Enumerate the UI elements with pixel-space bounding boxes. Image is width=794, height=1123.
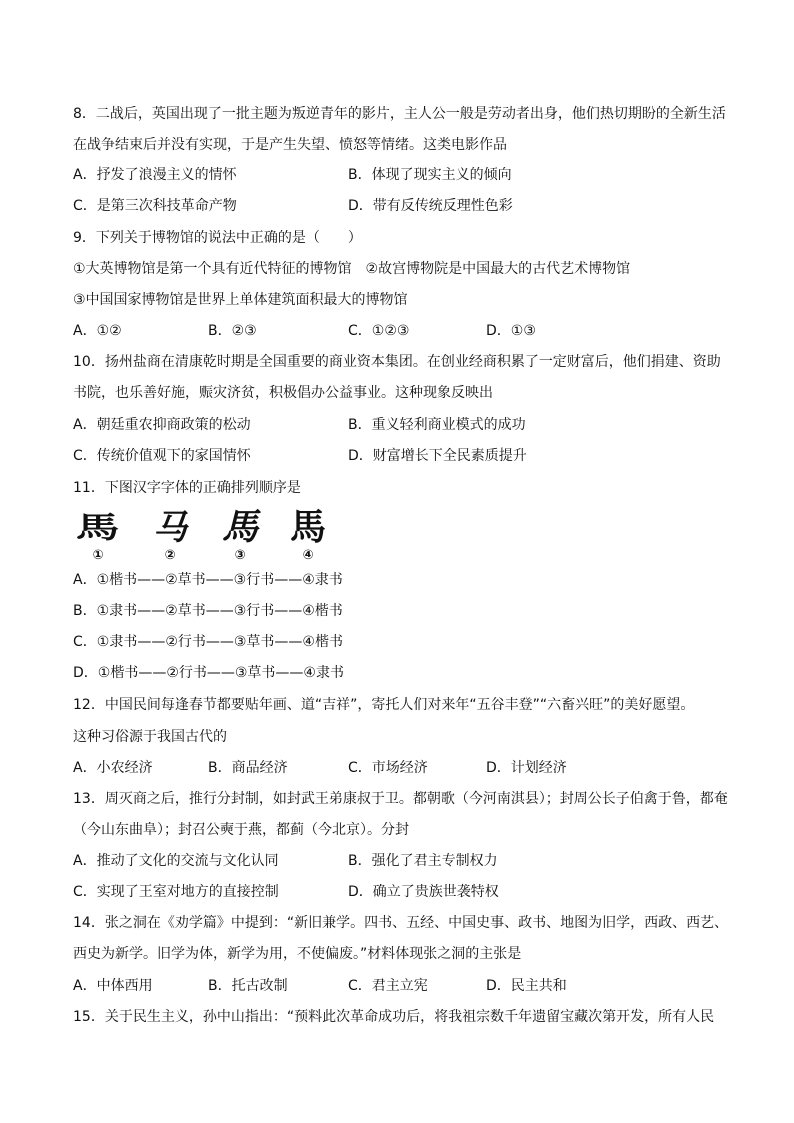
q10-option-d: D．财富增长下全民素质提升	[348, 448, 527, 464]
q11-option-d: D．①楷书——②行书——③草书——④隶书	[73, 665, 344, 681]
q12-option-d: D．计划经济	[486, 760, 567, 776]
q8-option-d: D．带有反传统反理性色彩	[348, 198, 513, 214]
q13-option-d: D．确立了贵族世袭特权	[348, 884, 499, 900]
q9-statement-3: ③中国国家博物馆是世界上单体建筑面积最大的博物馆	[73, 292, 408, 308]
q12-option-a: A．小农经济	[73, 760, 153, 776]
q12-stem-line1: 12．中国民间每逢春节都要贴年画、道“吉祥”，寄托人们对来年“五谷丰登”“六畜兴旺”的美好愿望。	[73, 697, 695, 713]
q13-option-b: B．强化了君主专制权力	[348, 853, 498, 869]
q8-option-b: B．体现了现实主义的倾向	[348, 167, 512, 183]
q14-stem-line2: 西史为新学。旧学为体，新学为用，不使偏废。”材料体现张之洞的主张是	[73, 946, 522, 962]
q9-option-c: C．①②③	[348, 323, 410, 339]
q8-stem-line2: 在战争结束后并没有实现，于是产生失望、愤怒等情绪。这类电影作品	[73, 137, 507, 153]
q10-option-c: C．传统价值观下的家国情怀	[73, 448, 251, 464]
figure-label-1: ①	[92, 548, 104, 563]
figure-glyph-1: 馬	[75, 509, 120, 545]
q11-option-b: B．①隶书——②草书——③行书——④楷书	[73, 603, 343, 619]
q12-option-b: B．商品经济	[208, 760, 288, 776]
q15-stem-line1: 15．关于民生主义，孙中山指出：“预料此次革命成功后，将我祖宗数千年遗留宝藏次第开发，所有人民	[73, 1009, 715, 1025]
figure-glyph-3: 馬	[221, 506, 259, 548]
q9-stem: 9．下列关于博物馆的说法中正确的是（ ）	[73, 230, 362, 246]
calligraphy-figure	[70, 503, 334, 563]
q9-option-d: D．①③	[486, 323, 536, 339]
q11-option-c: C．①隶书——②行书——③草书——④楷书	[73, 634, 343, 650]
q11-stem: 11．下图汉字字体的正确排列顺序是	[73, 480, 301, 496]
q10-stem-line2: 书院，也乐善好施，赈灾济贫，积极倡办公益事业。这种现象反映出	[73, 385, 493, 401]
q11-option-a: A．①楷书——②草书——③行书——④隶书	[73, 572, 343, 588]
q9-option-a: A．①②	[73, 323, 122, 339]
q13-stem-line1: 13．周灭商之后，推行分封制，如封武王弟康叔于卫。都朝歌（今河南淇县）；封周公长子伯禽于鲁，都奄	[73, 791, 728, 807]
q14-option-c: C．君主立宪	[348, 978, 428, 994]
q13-option-a: A．推动了文化的交流与文化认同	[73, 853, 279, 869]
q9-statement-1-2: ①大英博物馆是第一个具有近代特征的博物馆 ②故宫博物院是中国最大的古代艺术博物馆	[73, 261, 631, 277]
q10-option-b: B．重义轻利商业模式的成功	[348, 417, 526, 433]
q8-stem-line1: 8．二战后，英国出现了一批主题为叛逆青年的影片，主人公一般是劳动者出身，他们热切期盼的全新生活	[73, 106, 726, 122]
q8-option-c: C．是第三次科技革命产物	[73, 198, 237, 214]
q8-option-a: A．抒发了浪漫主义的情怀	[73, 167, 237, 183]
figure-label-2: ②	[164, 548, 176, 563]
figure-glyph-4: 馬	[289, 506, 327, 548]
q14-option-a: A．中体西用	[73, 978, 153, 994]
q14-option-d: D．民主共和	[486, 978, 567, 994]
q13-stem-line2: （今山东曲阜）；封召公奭于燕，都蓟（今北京）。分封	[73, 822, 409, 838]
q10-stem-line1: 10．扬州盐商在清康乾时期是全国重要的商业资本集团。在创业经商积累了一定财富后，他们捐建、资助	[73, 354, 721, 370]
q14-option-b: B．托古改制	[208, 978, 288, 994]
q10-option-a: A．朝廷重农抑商政策的松动	[73, 417, 251, 433]
q12-option-c: C．市场经济	[348, 760, 428, 776]
q13-option-c: C．实现了王室对地方的直接控制	[73, 884, 279, 900]
q12-stem-line2: 这种习俗源于我国古代的	[73, 729, 227, 745]
figure-label-4: ④	[302, 548, 314, 563]
q14-stem-line1: 14．张之洞在《劝学篇》中提到：“新旧兼学。四书、五经、中国史事、政书、地图为旧学，西政、西艺、	[73, 915, 729, 931]
figure-glyph-2: 马	[153, 508, 187, 548]
figure-label-3: ③	[234, 548, 246, 563]
q9-option-b: B．②③	[208, 323, 257, 339]
